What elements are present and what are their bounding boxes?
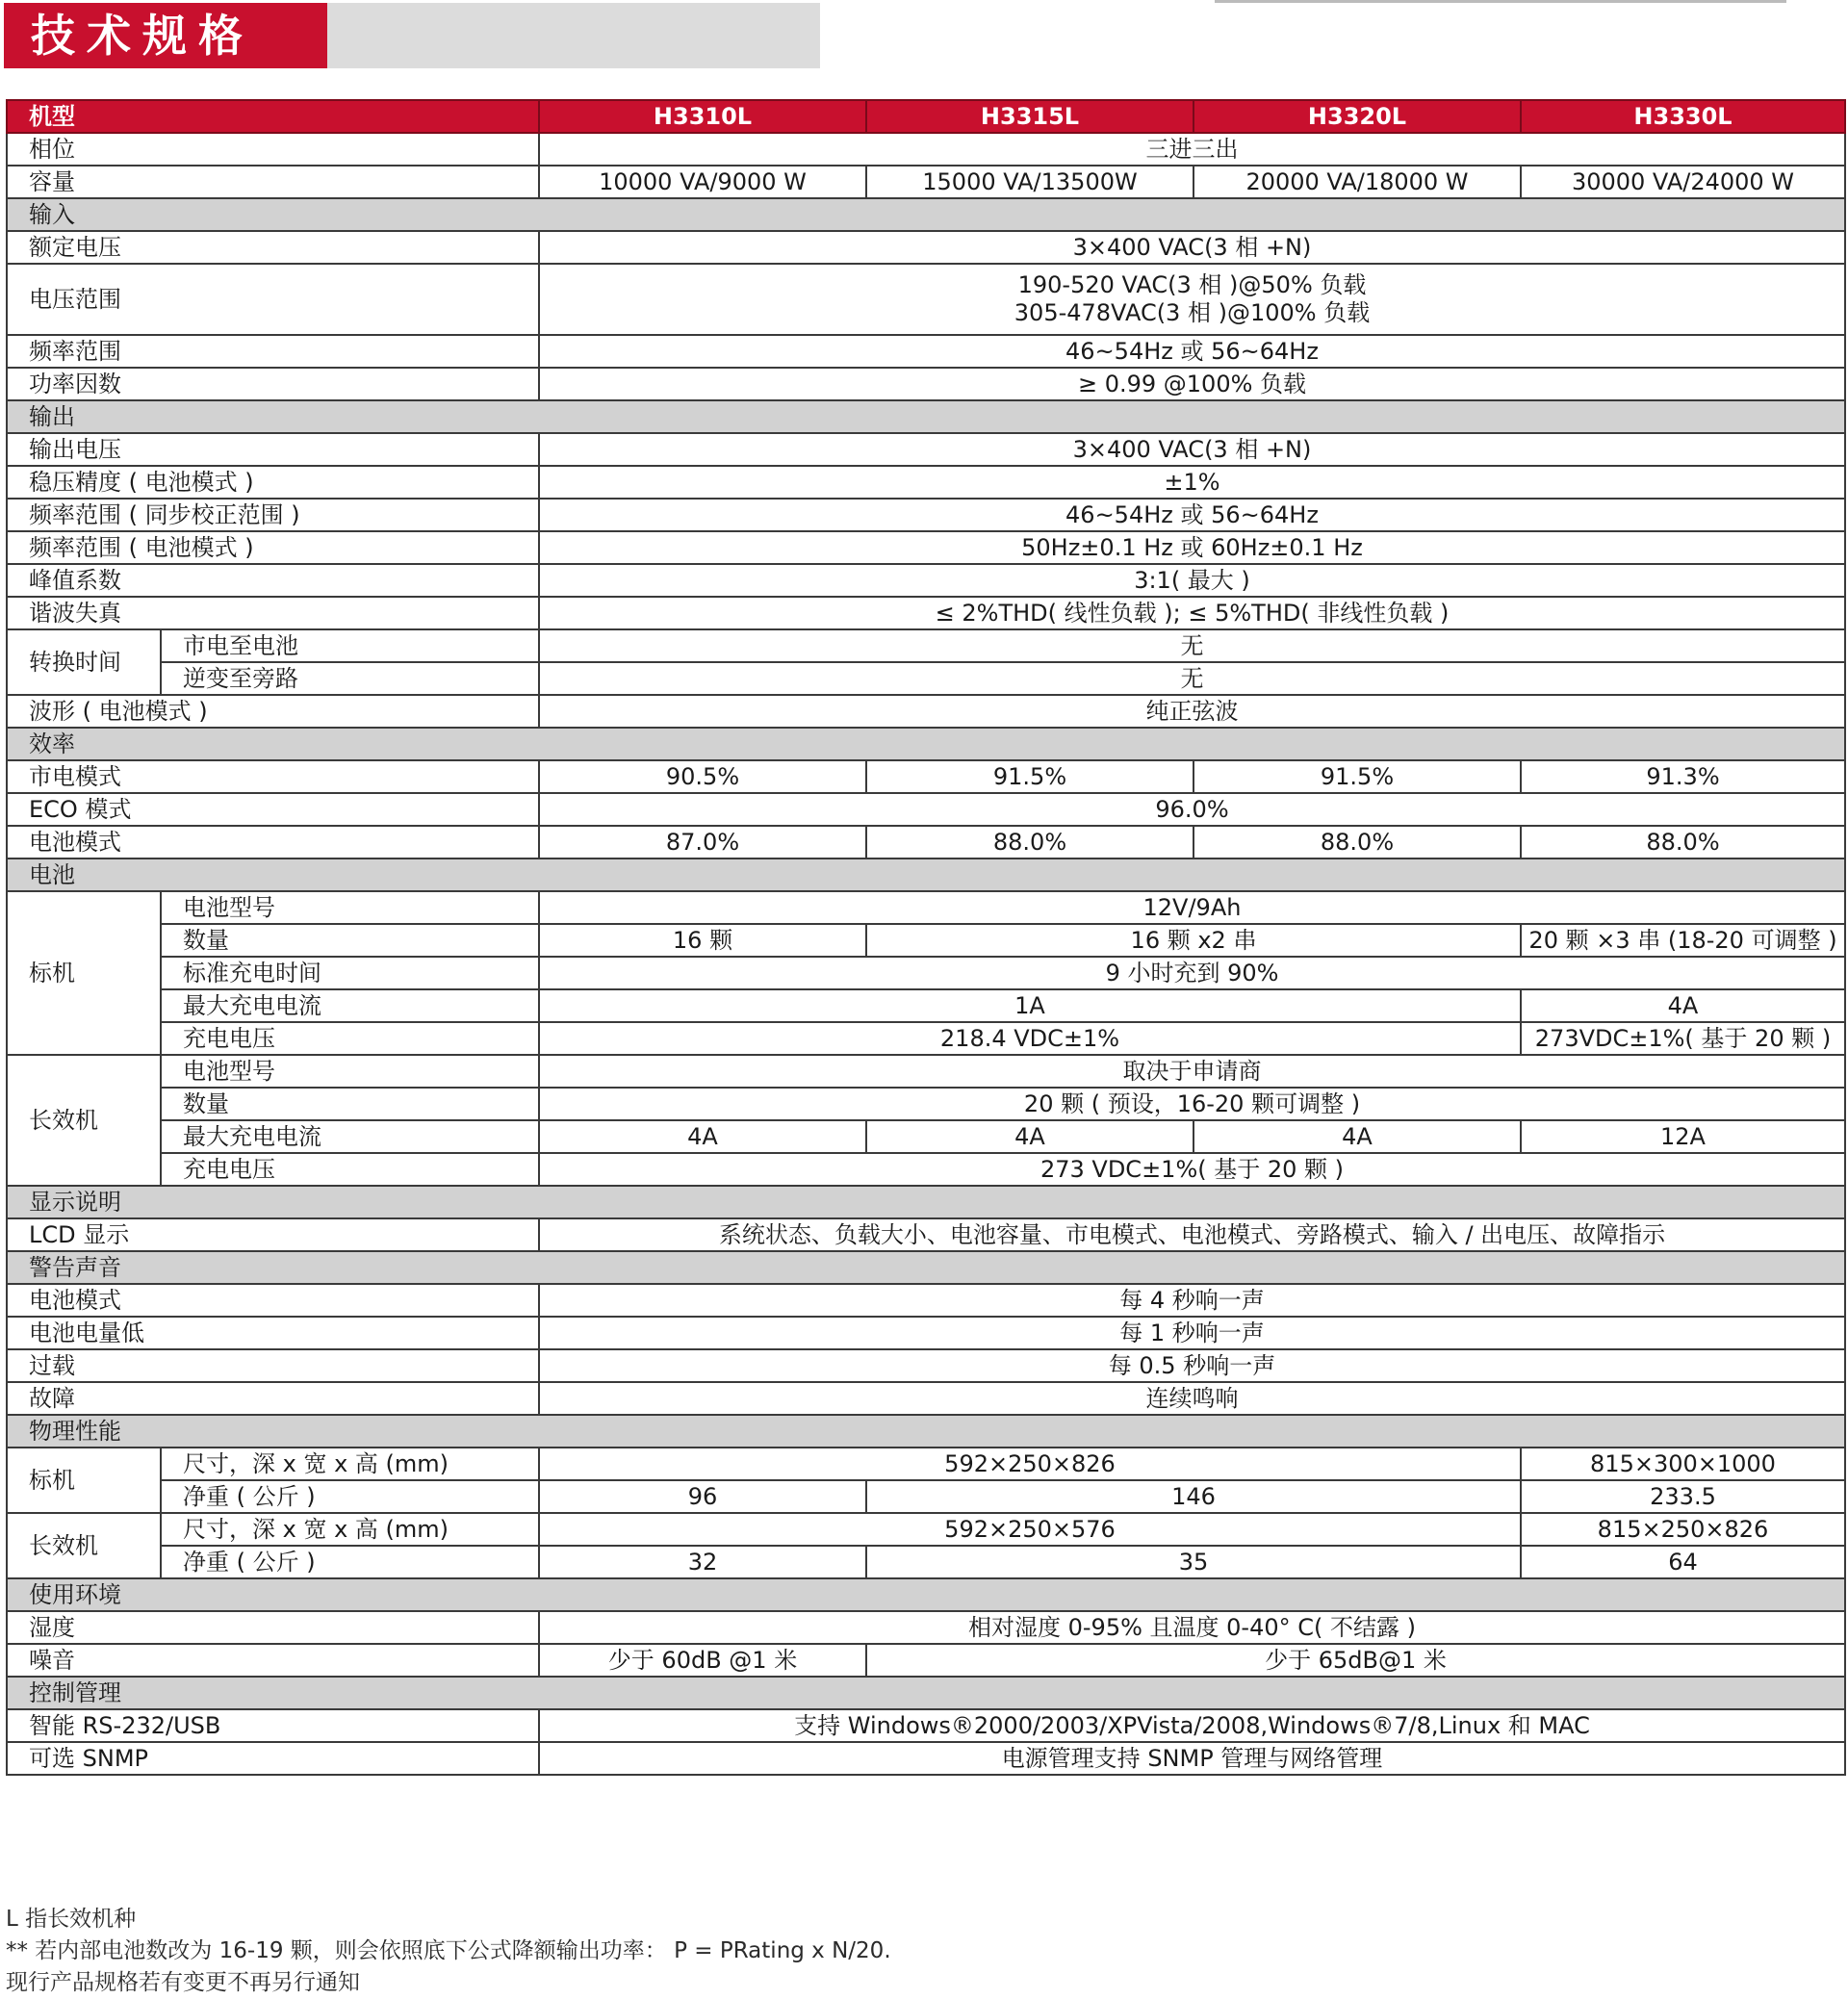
table-row (7, 1284, 1845, 1317)
row-value: 15000 VA/13500W (866, 166, 1194, 198)
row-value: 273 VDC±1%( 基于 20 颗 ) (539, 1153, 1845, 1186)
table-row (7, 1120, 1845, 1153)
row-value: 4A (866, 1120, 1194, 1153)
sub-label: 电池型号 (161, 891, 539, 924)
sub-label: 净重 ( 公斤 ) (161, 1480, 539, 1513)
row-value: 50Hz±0.1 Hz 或 60Hz±0.1 Hz (539, 531, 1845, 564)
row-value: 88.0% (1521, 826, 1845, 859)
row-value: 9 小时充到 90% (539, 957, 1845, 989)
row-value: 纯正弦波 (539, 695, 1845, 728)
row-value: 96.0% (539, 793, 1845, 826)
row-label: 市电模式 (7, 760, 539, 793)
sub-label: 尺寸，深 x 宽 x 高 (mm) (161, 1513, 539, 1546)
row-value: 88.0% (866, 826, 1194, 859)
table-row (7, 335, 1845, 368)
row-value: 91.5% (866, 760, 1194, 793)
title-bar (327, 3, 820, 68)
section-row (7, 1415, 1845, 1448)
row-value: 连续鸣响 (539, 1382, 1845, 1415)
row-value: 少于 60dB @1 米 (539, 1644, 866, 1677)
group-label: 长效机 (7, 1055, 161, 1186)
table-row (7, 597, 1845, 629)
row-label: 容量 (7, 166, 539, 198)
section-row (7, 1186, 1845, 1218)
row-label: 湿度 (7, 1611, 539, 1644)
table-row (7, 1644, 1845, 1677)
row-value: 12A (1521, 1120, 1845, 1153)
row-label: 电池模式 (7, 826, 539, 859)
section-output: 输出 (7, 400, 1845, 433)
table-row (7, 1480, 1845, 1513)
row-value: 273VDC±1%( 基于 20 颗 ) (1521, 1022, 1845, 1055)
row-value: 3:1( 最大 ) (539, 564, 1845, 597)
group-label: 标机 (7, 1448, 161, 1513)
row-label: ECO 模式 (7, 793, 539, 826)
top-rule (1215, 0, 1786, 3)
row-value: 取决于申请商 (539, 1055, 1845, 1088)
sub-label: 充电电压 (161, 1022, 539, 1055)
sub-label: 数量 (161, 924, 539, 957)
row-value: 592×250×576 (539, 1513, 1521, 1546)
section-row (7, 1677, 1845, 1709)
table-row (7, 989, 1845, 1022)
row-value: 218.4 VDC±1% (539, 1022, 1521, 1055)
section-row (7, 728, 1845, 760)
row-value (539, 264, 1845, 335)
table-row (7, 891, 1845, 924)
table-row (7, 1742, 1845, 1775)
row-label: 电压范围 (7, 264, 539, 335)
row-label: 额定电压 (7, 231, 539, 264)
table-row (7, 1448, 1845, 1480)
row-value: 46~54Hz 或 56~64Hz (539, 335, 1845, 368)
row-value: 支持 Windows®2000/2003/XPVista/2008,Windows®7/8,Linux 和 MAC (539, 1709, 1845, 1742)
sub-label: 尺寸，深 x 宽 x 高 (mm) (161, 1448, 539, 1480)
row-label: 波形 ( 电池模式 ) (7, 695, 539, 728)
row-label: LCD 显示 (7, 1218, 539, 1251)
row-value: 592×250×826 (539, 1448, 1521, 1480)
row-value: 35 (866, 1546, 1521, 1578)
model-h3320l: H3320L (1194, 100, 1521, 133)
group-label: 转换时间 (7, 629, 161, 695)
row-value: 1A (539, 989, 1521, 1022)
model-h3330l: H3330L (1521, 100, 1845, 133)
table-row (7, 1546, 1845, 1578)
row-value: ≤ 2%THD( 线性负载 ); ≤ 5%THD( 非线性负载 ) (539, 597, 1845, 629)
sub-label: 最大充电电流 (161, 989, 539, 1022)
table-row (7, 166, 1845, 198)
row-label: 稳压精度 ( 电池模式 ) (7, 466, 539, 499)
row-value: 相对湿度 0-95% 且温度 0-40° C( 不结露 ) (539, 1611, 1845, 1644)
sub-label: 标准充电时间 (161, 957, 539, 989)
row-value: 三进三出 (539, 133, 1845, 166)
row-label: 相位 (7, 133, 539, 166)
table-row (7, 1218, 1845, 1251)
row-value: 无 (539, 662, 1845, 695)
row-value: ≥ 0.99 @100% 负载 (539, 368, 1845, 400)
table-row (7, 1055, 1845, 1088)
row-value: 4A (539, 1120, 866, 1153)
row-value: 4A (1521, 989, 1845, 1022)
row-value: 每 4 秒响一声 (539, 1284, 1845, 1317)
row-value: 88.0% (1194, 826, 1521, 859)
section-efficiency: 效率 (7, 728, 1845, 760)
section-physical: 物理性能 (7, 1415, 1845, 1448)
sub-label: 逆变至旁路 (161, 662, 539, 695)
table-row (7, 1349, 1845, 1382)
table-row (7, 1022, 1845, 1055)
table-row (7, 629, 1845, 662)
footnote: 现行产品规格若有变更不再另行通知 (6, 1970, 360, 1995)
row-label: 故障 (7, 1382, 539, 1415)
row-value: 20 颗 ×3 串 (18-20 可调整 ) (1521, 924, 1845, 957)
row-value: ±1% (539, 466, 1845, 499)
row-value: 3×400 VAC(3 相 +N) (539, 231, 1845, 264)
row-label: 功率因数 (7, 368, 539, 400)
row-value: 815×300×1000 (1521, 1448, 1845, 1480)
table-row (7, 231, 1845, 264)
row-value: 91.3% (1521, 760, 1845, 793)
section-row (7, 198, 1845, 231)
row-value: 无 (539, 629, 1845, 662)
section-environment: 使用环境 (7, 1578, 1845, 1611)
row-value: 16 颗 (539, 924, 866, 957)
row-label: 噪音 (7, 1644, 539, 1677)
model-h3315l: H3315L (866, 100, 1194, 133)
row-value: 233.5 (1521, 1480, 1845, 1513)
row-value: 电源管理支持 SNMP 管理与网络管理 (539, 1742, 1845, 1775)
section-alarm: 警告声音 (7, 1251, 1845, 1284)
row-value: 系统状态、负载大小、电池容量、市电模式、电池模式、旁路模式、输入 / 出电压、故障指示 (539, 1218, 1845, 1251)
section-row (7, 1251, 1845, 1284)
sub-label: 市电至电池 (161, 629, 539, 662)
table-row (7, 662, 1845, 695)
sub-label: 充电电压 (161, 1153, 539, 1186)
row-value: 91.5% (1194, 760, 1521, 793)
table-row (7, 466, 1845, 499)
group-label: 标机 (7, 891, 161, 1055)
footnotes (6, 1904, 891, 1999)
group-label: 长效机 (7, 1513, 161, 1578)
voltage-range-line2: 305-478VAC(3 相 )@100% 负载 (1014, 299, 1371, 326)
table-row (7, 1513, 1845, 1546)
row-value: 每 0.5 秒响一声 (539, 1349, 1845, 1382)
table-row (7, 695, 1845, 728)
table-row (7, 433, 1845, 466)
row-value: 4A (1194, 1120, 1521, 1153)
row-value: 32 (539, 1546, 866, 1578)
row-label: 电池模式 (7, 1284, 539, 1317)
row-label: 电池电量低 (7, 1317, 539, 1349)
table-row (7, 531, 1845, 564)
row-value: 815×250×826 (1521, 1513, 1845, 1546)
row-label: 智能 RS-232/USB (7, 1709, 539, 1742)
table-row (7, 368, 1845, 400)
row-value: 146 (866, 1480, 1521, 1513)
row-label: 峰值系数 (7, 564, 539, 597)
row-value: 64 (1521, 1546, 1845, 1578)
row-value: 16 颗 x2 串 (866, 924, 1521, 957)
row-value: 20 颗 ( 预设，16-20 颗可调整 ) (539, 1088, 1845, 1120)
model-h3310l: H3310L (539, 100, 866, 133)
section-management: 控制管理 (7, 1677, 1845, 1709)
sub-label: 最大充电电流 (161, 1120, 539, 1153)
row-value: 96 (539, 1480, 866, 1513)
table-row (7, 499, 1845, 531)
table-row (7, 564, 1845, 597)
row-label: 频率范围 (7, 335, 539, 368)
sub-label: 数量 (161, 1088, 539, 1120)
sub-label: 净重 ( 公斤 ) (161, 1546, 539, 1578)
table-row (7, 826, 1845, 859)
footnote: ** 若内部电池数改为 16-19 颗，则会依照底下公式降额输出功率： P = PRating x N/20. (6, 1938, 891, 1963)
sub-label: 电池型号 (161, 1055, 539, 1088)
header-row (7, 100, 1845, 133)
footnote: L 指长效机种 (6, 1907, 137, 1932)
section-display: 显示说明 (7, 1186, 1845, 1218)
row-label: 频率范围 ( 同步校正范围 ) (7, 499, 539, 531)
table-row (7, 1317, 1845, 1349)
table-row (7, 133, 1845, 166)
row-value: 少于 65dB@1 米 (866, 1644, 1845, 1677)
row-label: 频率范围 ( 电池模式 ) (7, 531, 539, 564)
table-row (7, 760, 1845, 793)
row-value: 30000 VA/24000 W (1521, 166, 1845, 198)
table-row (7, 957, 1845, 989)
table-row (7, 1709, 1845, 1742)
page-title: 技术规格 (4, 3, 327, 68)
row-label: 过载 (7, 1349, 539, 1382)
voltage-range-line1: 190-520 VAC(3 相 )@50% 负载 (1017, 271, 1367, 298)
row-value: 12V/9Ah (539, 891, 1845, 924)
row-value: 每 1 秒响一声 (539, 1317, 1845, 1349)
row-label: 输出电压 (7, 433, 539, 466)
table-row (7, 924, 1845, 957)
model-label: 机型 (7, 100, 539, 133)
row-value: 90.5% (539, 760, 866, 793)
table-row (7, 264, 1845, 335)
section-row (7, 400, 1845, 433)
table-row (7, 793, 1845, 826)
table-row (7, 1382, 1845, 1415)
row-label: 谐波失真 (7, 597, 539, 629)
table-row (7, 1611, 1845, 1644)
spec-table (6, 99, 1846, 1776)
row-value: 20000 VA/18000 W (1194, 166, 1521, 198)
section-input: 输入 (7, 198, 1845, 231)
section-row (7, 859, 1845, 891)
row-label: 可选 SNMP (7, 1742, 539, 1775)
section-battery: 电池 (7, 859, 1845, 891)
table-row (7, 1153, 1845, 1186)
section-row (7, 1578, 1845, 1611)
table-row (7, 1088, 1845, 1120)
row-value: 10000 VA/9000 W (539, 166, 866, 198)
row-value: 46~54Hz 或 56~64Hz (539, 499, 1845, 531)
row-value: 87.0% (539, 826, 866, 859)
row-value: 3×400 VAC(3 相 +N) (539, 433, 1845, 466)
